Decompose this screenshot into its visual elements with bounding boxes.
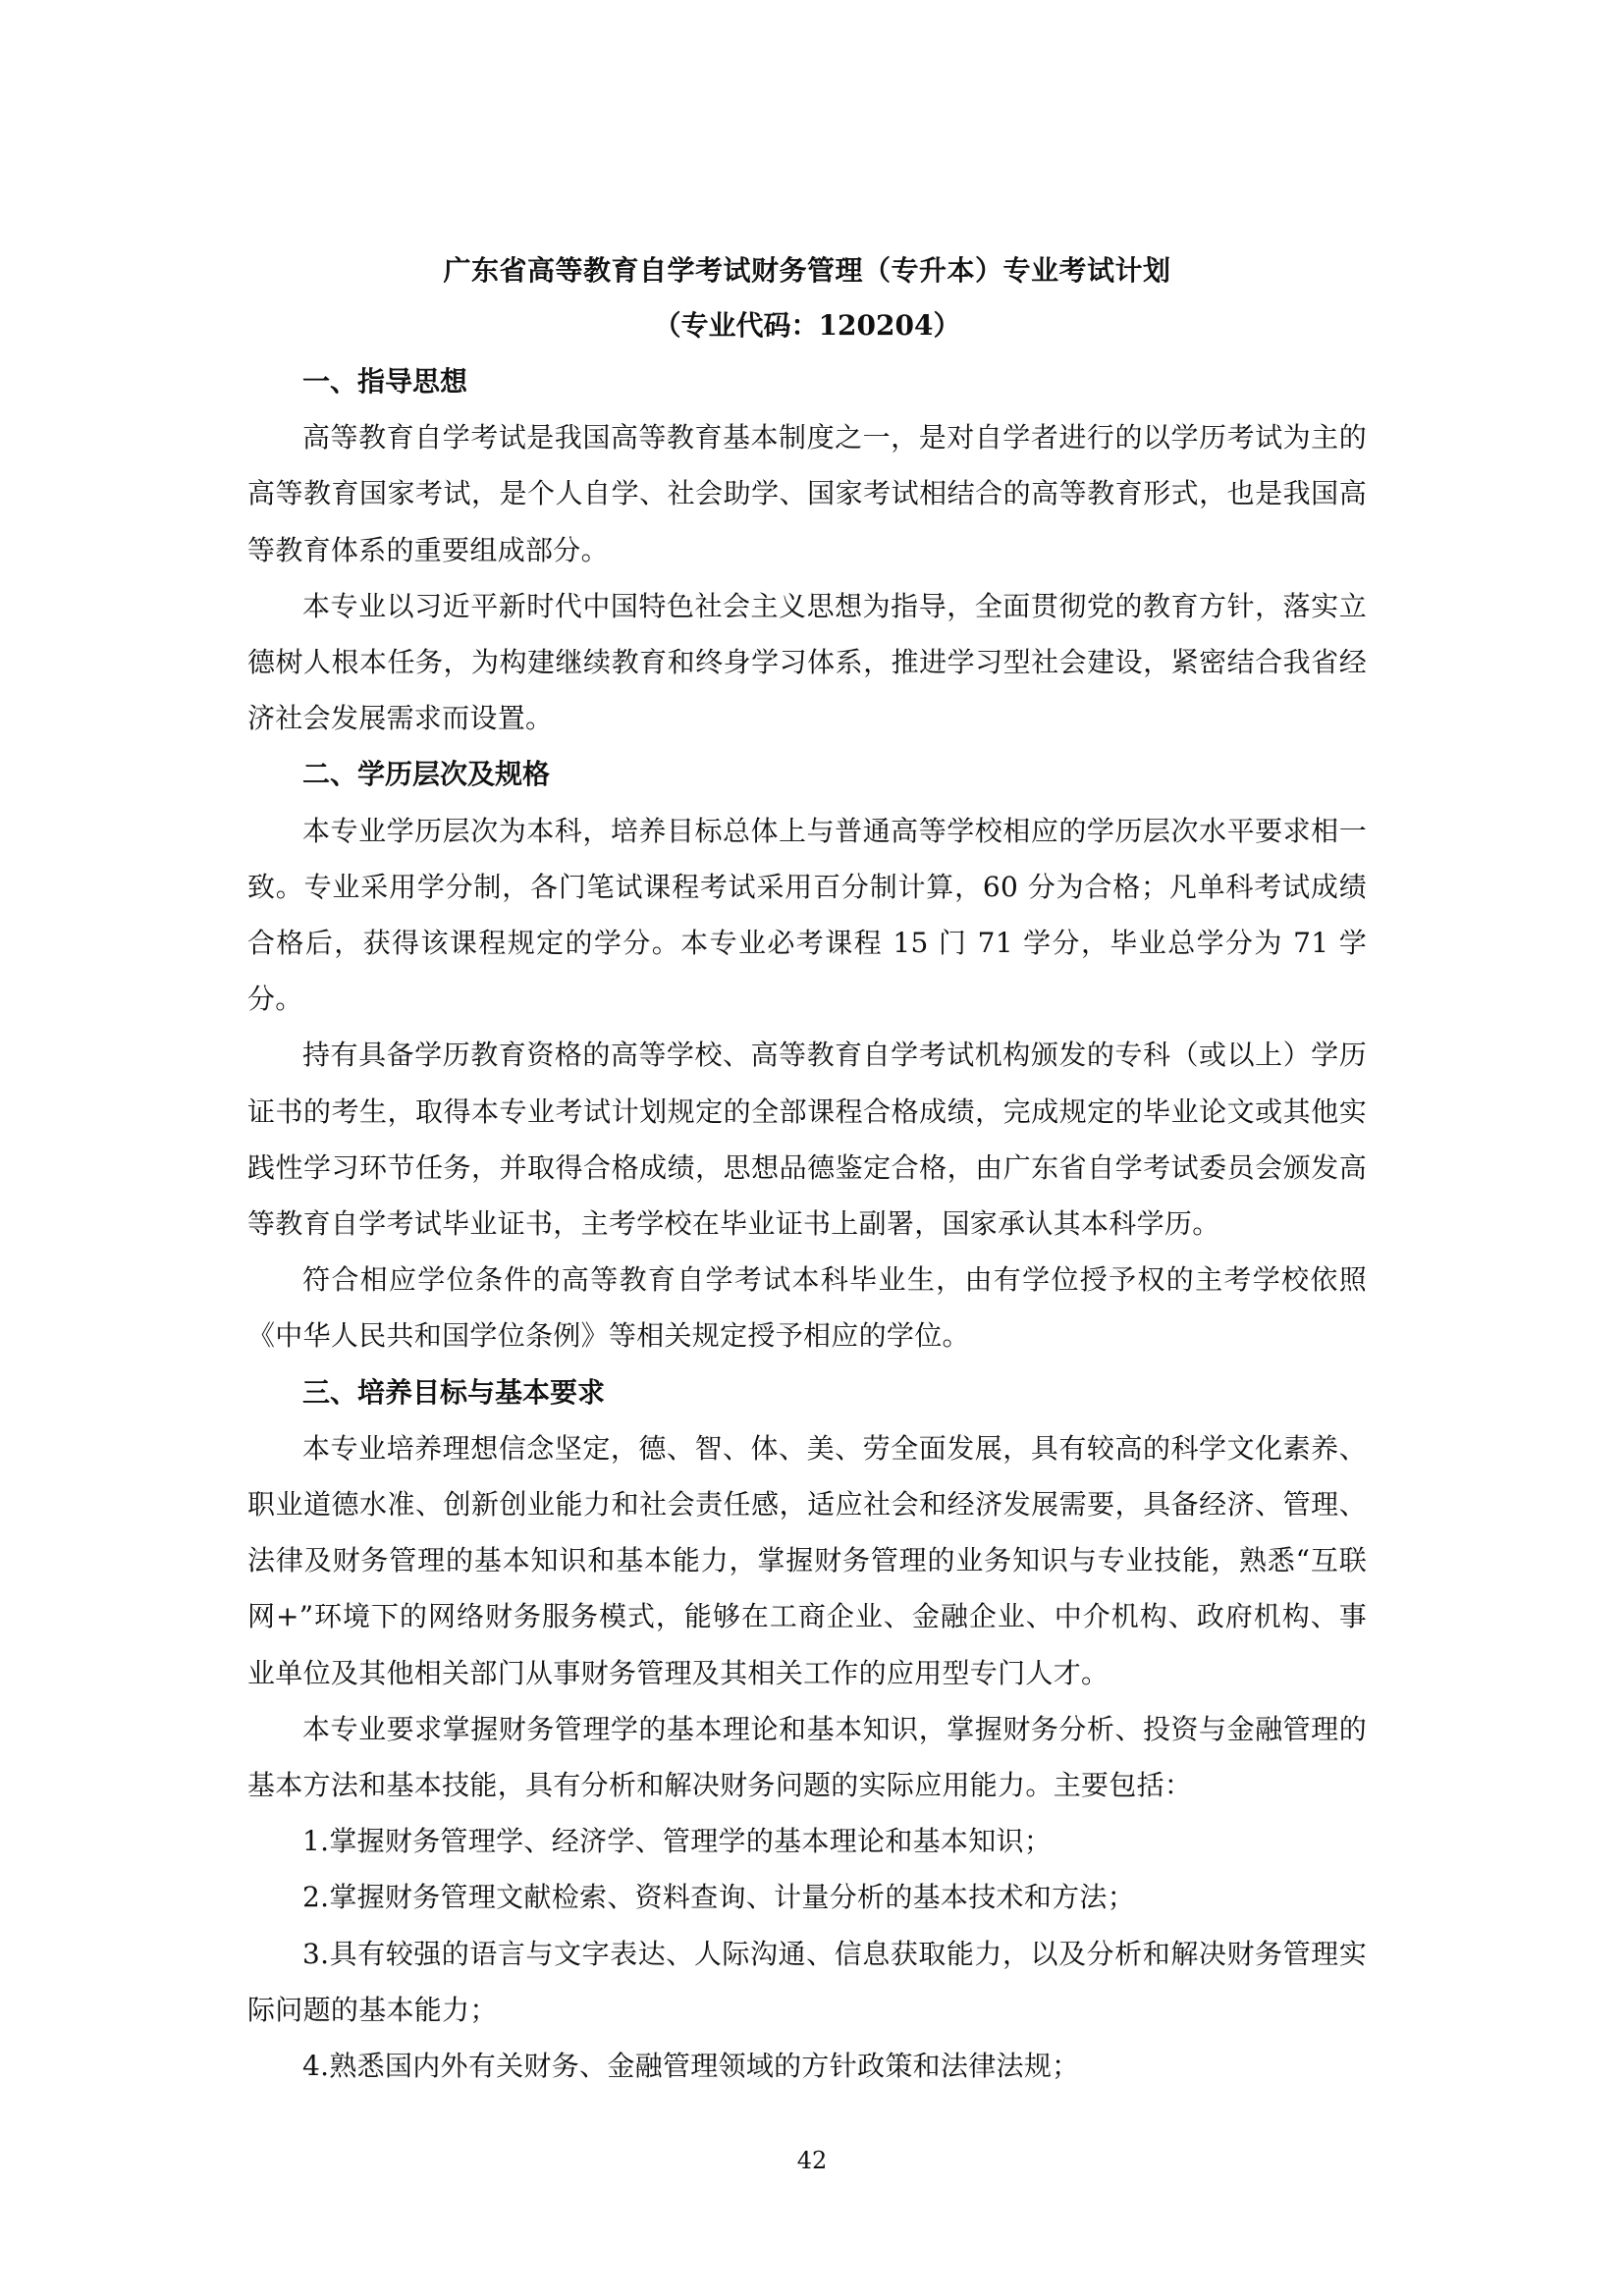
document-subtitle: （专业代码：120204） [653, 309, 961, 342]
document-title: 广东省高等教育自学考试财务管理（专升本）专业考试计划 [443, 254, 1171, 287]
list-item: 2.掌握财务管理文献检索、资料查询、计量分析的基本技术和方法； [302, 1881, 1136, 1914]
section-heading-guiding-ideology: 一、指导思想 [302, 365, 468, 398]
list-item: 3.具有较强的语言与文字表达、人际沟通、信息获取能力，以及分析和解决财务管理实际问题的基本能力； [247, 1937, 1367, 2026]
paragraph: 本专业培养理想信念坚定，德、智、体、美、劳全面发展，具有较高的科学文化素养、职业道德水准、创新创业能力和社会责任感，适应社会和经济发展需要，具备经济、管理、法律及财务管理的基本知识和基本能力，掌握财务管理的业务知识与专业技能，熟悉“互联网+”环境下的网络财务服务模式，能够在工商企业、金融企业、中介机构、政府机构、事业单位及其他相关部门从事财务管理及其相关工作的应用型专门人才。 [247, 1431, 1367, 1689]
section-heading-training-objectives: 三、培养目标与基本要求 [302, 1375, 606, 1409]
document-body [247, 353, 1367, 2094]
paragraph: 本专业以习近平新时代中国特色社会主义思想为指导，全面贯彻党的教育方针，落实立德树人根本任务，为构建继续教育和终身学习体系，推进学习型社会建设，紧密结合我省经济社会发展需求而设置。 [247, 589, 1367, 735]
list-item: 4.熟悉国内外有关财务、金融管理领域的方针政策和法律法规； [302, 2050, 1080, 2083]
title-block [247, 243, 1367, 353]
paragraph: 本专业要求掌握财务管理学的基本理论和基本知识，掌握财务分析、投资与金融管理的基本方法和基本技能，具有分析和解决财务问题的实际应用能力。主要包括： [247, 1712, 1367, 1802]
paragraph: 持有具备学历教育资格的高等学校、高等教育自学考试机构颁发的专科（或以上）学历证书的考生，取得本专业考试计划规定的全部课程合格成绩，完成规定的毕业论文或其他实践性学习环节任务，并取得合格成绩，思想品德鉴定合格，由广东省自学考试委员会颁发高等教育自学考试毕业证书，主考学校在毕业证书上副署，国家承认其本科学历。 [247, 1039, 1367, 1241]
paragraph: 符合相应学位条件的高等教育自学考试本科毕业生，由有学位授予权的主考学校依照《中华人民共和国学位条例》等相关规定授予相应的学位。 [247, 1263, 1367, 1353]
paragraph: 本专业学历层次为本科，培养目标总体上与普通高等学校相应的学历层次水平要求相一致。专业采用学分制，各门笔试课程考试采用百分制计算，60 分为合格；凡单科考试成绩合格后，获得该课程规定的学分。本专业必考课程 15 门 71 学分，毕业总学分为 71 学分。 [247, 814, 1367, 1016]
page-number: 42 [796, 2147, 828, 2174]
paragraph: 高等教育自学考试是我国高等教育基本制度之一，是对自学者进行的以学历考试为主的高等教育国家考试，是个人自学、社会助学、国家考试相结合的高等教育形式，也是我国高等教育体系的重要组成部分。 [247, 421, 1367, 566]
section-heading-education-level: 二、学历层次及规格 [302, 758, 551, 791]
list-item: 1.掌握财务管理学、经济学、管理学的基本理论和基本知识； [302, 1825, 1053, 1858]
